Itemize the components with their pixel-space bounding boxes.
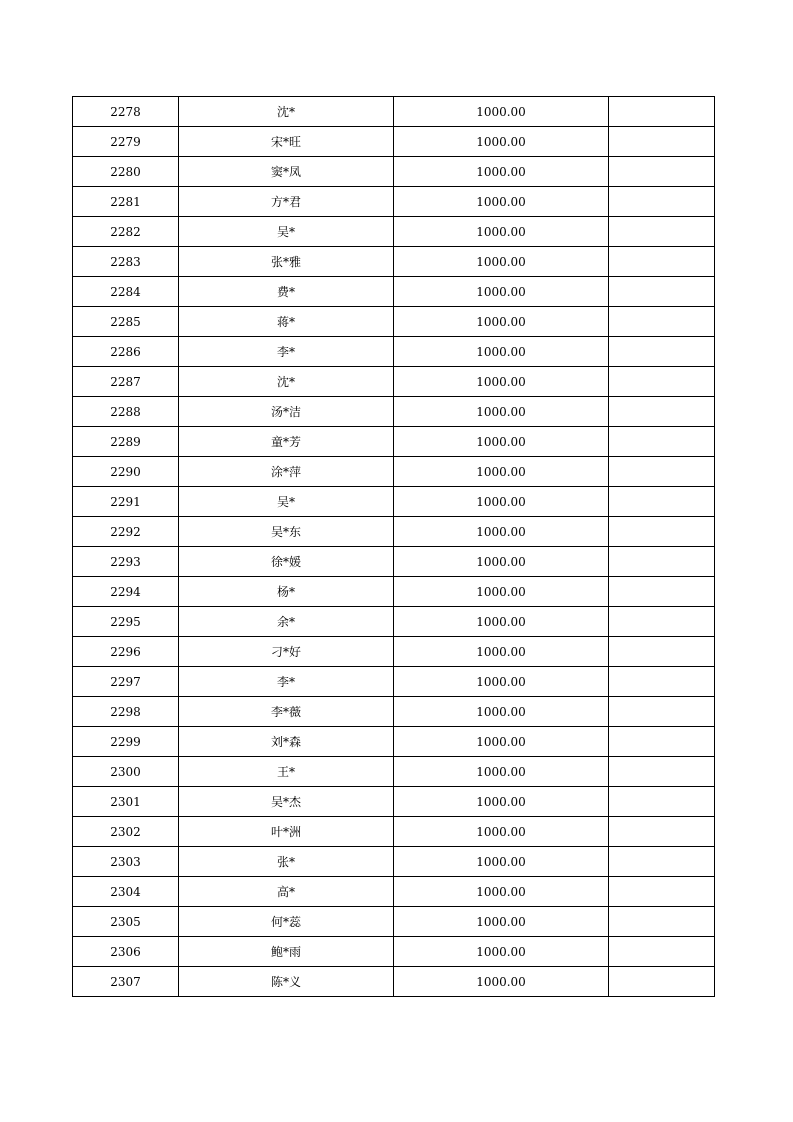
- cell-amount: 1000.00: [394, 337, 609, 367]
- cell-number: 2298: [73, 697, 179, 727]
- table-row: [73, 847, 715, 877]
- cell-name: 费*: [179, 277, 394, 307]
- cell-number: 2292: [73, 517, 179, 547]
- cell-amount: 1000.00: [394, 637, 609, 667]
- cell-amount: 1000.00: [394, 397, 609, 427]
- table-row: [73, 907, 715, 937]
- table-row: [73, 607, 715, 637]
- cell-note: [609, 217, 715, 247]
- table-row: [73, 817, 715, 847]
- cell-amount: 1000.00: [394, 127, 609, 157]
- cell-note: [609, 337, 715, 367]
- cell-name: 张*: [179, 847, 394, 877]
- cell-amount: 1000.00: [394, 937, 609, 967]
- cell-amount: 1000.00: [394, 217, 609, 247]
- cell-note: [609, 487, 715, 517]
- table-row: [73, 427, 715, 457]
- table-row: [73, 487, 715, 517]
- table-row: [73, 787, 715, 817]
- cell-amount: 1000.00: [394, 457, 609, 487]
- cell-name: 杨*: [179, 577, 394, 607]
- table-row: [73, 187, 715, 217]
- table-row: [73, 577, 715, 607]
- cell-amount: 1000.00: [394, 517, 609, 547]
- cell-name: 蒋*: [179, 307, 394, 337]
- cell-amount: 1000.00: [394, 907, 609, 937]
- cell-note: [609, 937, 715, 967]
- table-row: [73, 217, 715, 247]
- cell-number: 2280: [73, 157, 179, 187]
- cell-name: 余*: [179, 607, 394, 637]
- cell-name: 宋*旺: [179, 127, 394, 157]
- cell-name: 沈*: [179, 97, 394, 127]
- cell-number: 2297: [73, 667, 179, 697]
- cell-amount: 1000.00: [394, 727, 609, 757]
- table-row: [73, 97, 715, 127]
- cell-name: 王*: [179, 757, 394, 787]
- data-table: [72, 96, 715, 997]
- table-row: [73, 697, 715, 727]
- cell-amount: 1000.00: [394, 577, 609, 607]
- cell-number: 2285: [73, 307, 179, 337]
- cell-note: [609, 847, 715, 877]
- cell-note: [609, 427, 715, 457]
- cell-amount: 1000.00: [394, 427, 609, 457]
- cell-number: 2290: [73, 457, 179, 487]
- cell-amount: 1000.00: [394, 367, 609, 397]
- cell-number: 2299: [73, 727, 179, 757]
- cell-note: [609, 277, 715, 307]
- cell-note: [609, 97, 715, 127]
- cell-amount: 1000.00: [394, 547, 609, 577]
- cell-name: 吴*: [179, 217, 394, 247]
- table-row: [73, 517, 715, 547]
- cell-name: 张*雅: [179, 247, 394, 277]
- table-row: [73, 247, 715, 277]
- cell-amount: 1000.00: [394, 157, 609, 187]
- cell-amount: 1000.00: [394, 697, 609, 727]
- cell-name: 吴*: [179, 487, 394, 517]
- cell-note: [609, 697, 715, 727]
- cell-number: 2301: [73, 787, 179, 817]
- cell-note: [609, 457, 715, 487]
- cell-amount: 1000.00: [394, 307, 609, 337]
- table-row: [73, 277, 715, 307]
- cell-note: [609, 967, 715, 997]
- table-row: [73, 127, 715, 157]
- cell-note: [609, 397, 715, 427]
- cell-amount: 1000.00: [394, 247, 609, 277]
- cell-amount: 1000.00: [394, 667, 609, 697]
- cell-note: [609, 787, 715, 817]
- cell-name: 窦*凤: [179, 157, 394, 187]
- cell-number: 2286: [73, 337, 179, 367]
- cell-amount: 1000.00: [394, 787, 609, 817]
- cell-number: 2293: [73, 547, 179, 577]
- cell-note: [609, 367, 715, 397]
- table-row: [73, 877, 715, 907]
- cell-name: 李*: [179, 337, 394, 367]
- cell-note: [609, 757, 715, 787]
- cell-note: [609, 517, 715, 547]
- cell-number: 2307: [73, 967, 179, 997]
- cell-note: [609, 307, 715, 337]
- cell-amount: 1000.00: [394, 187, 609, 217]
- cell-number: 2302: [73, 817, 179, 847]
- cell-note: [609, 667, 715, 697]
- cell-amount: 1000.00: [394, 757, 609, 787]
- cell-name: 涂*萍: [179, 457, 394, 487]
- cell-amount: 1000.00: [394, 607, 609, 637]
- table-row: [73, 457, 715, 487]
- table-container: [72, 96, 715, 997]
- cell-name: 李*: [179, 667, 394, 697]
- cell-name: 陈*义: [179, 967, 394, 997]
- table-row: [73, 547, 715, 577]
- cell-name: 徐*媛: [179, 547, 394, 577]
- cell-note: [609, 547, 715, 577]
- table-row: [73, 397, 715, 427]
- table-row: [73, 967, 715, 997]
- cell-number: 2278: [73, 97, 179, 127]
- cell-number: 2306: [73, 937, 179, 967]
- cell-note: [609, 907, 715, 937]
- cell-note: [609, 727, 715, 757]
- cell-name: 吴*东: [179, 517, 394, 547]
- cell-number: 2282: [73, 217, 179, 247]
- table-row: [73, 157, 715, 187]
- cell-note: [609, 877, 715, 907]
- table-row: [73, 757, 715, 787]
- cell-number: 2284: [73, 277, 179, 307]
- cell-name: 汤*洁: [179, 397, 394, 427]
- cell-note: [609, 127, 715, 157]
- cell-amount: 1000.00: [394, 817, 609, 847]
- cell-number: 2283: [73, 247, 179, 277]
- cell-amount: 1000.00: [394, 877, 609, 907]
- cell-name: 方*君: [179, 187, 394, 217]
- table-body: [73, 97, 715, 997]
- table-row: [73, 727, 715, 757]
- cell-number: 2296: [73, 637, 179, 667]
- cell-number: 2294: [73, 577, 179, 607]
- cell-amount: 1000.00: [394, 487, 609, 517]
- cell-amount: 1000.00: [394, 97, 609, 127]
- cell-number: 2303: [73, 847, 179, 877]
- cell-number: 2295: [73, 607, 179, 637]
- cell-name: 叶*洲: [179, 817, 394, 847]
- cell-number: 2287: [73, 367, 179, 397]
- cell-amount: 1000.00: [394, 967, 609, 997]
- table-row: [73, 937, 715, 967]
- cell-number: 2281: [73, 187, 179, 217]
- cell-note: [609, 187, 715, 217]
- cell-note: [609, 247, 715, 277]
- cell-amount: 1000.00: [394, 847, 609, 877]
- cell-note: [609, 607, 715, 637]
- cell-name: 李*薇: [179, 697, 394, 727]
- cell-number: 2291: [73, 487, 179, 517]
- cell-note: [609, 577, 715, 607]
- cell-amount: 1000.00: [394, 277, 609, 307]
- cell-name: 沈*: [179, 367, 394, 397]
- cell-name: 吴*杰: [179, 787, 394, 817]
- table-row: [73, 367, 715, 397]
- cell-name: 鲍*雨: [179, 937, 394, 967]
- cell-name: 刘*森: [179, 727, 394, 757]
- cell-note: [609, 157, 715, 187]
- cell-number: 2289: [73, 427, 179, 457]
- cell-number: 2300: [73, 757, 179, 787]
- cell-name: 何*蕊: [179, 907, 394, 937]
- cell-note: [609, 637, 715, 667]
- cell-name: 童*芳: [179, 427, 394, 457]
- table-row: [73, 307, 715, 337]
- cell-number: 2305: [73, 907, 179, 937]
- cell-note: [609, 817, 715, 847]
- table-row: [73, 337, 715, 367]
- table-row: [73, 667, 715, 697]
- table-row: [73, 637, 715, 667]
- cell-name: 高*: [179, 877, 394, 907]
- cell-number: 2288: [73, 397, 179, 427]
- cell-number: 2279: [73, 127, 179, 157]
- cell-number: 2304: [73, 877, 179, 907]
- cell-name: 刁*好: [179, 637, 394, 667]
